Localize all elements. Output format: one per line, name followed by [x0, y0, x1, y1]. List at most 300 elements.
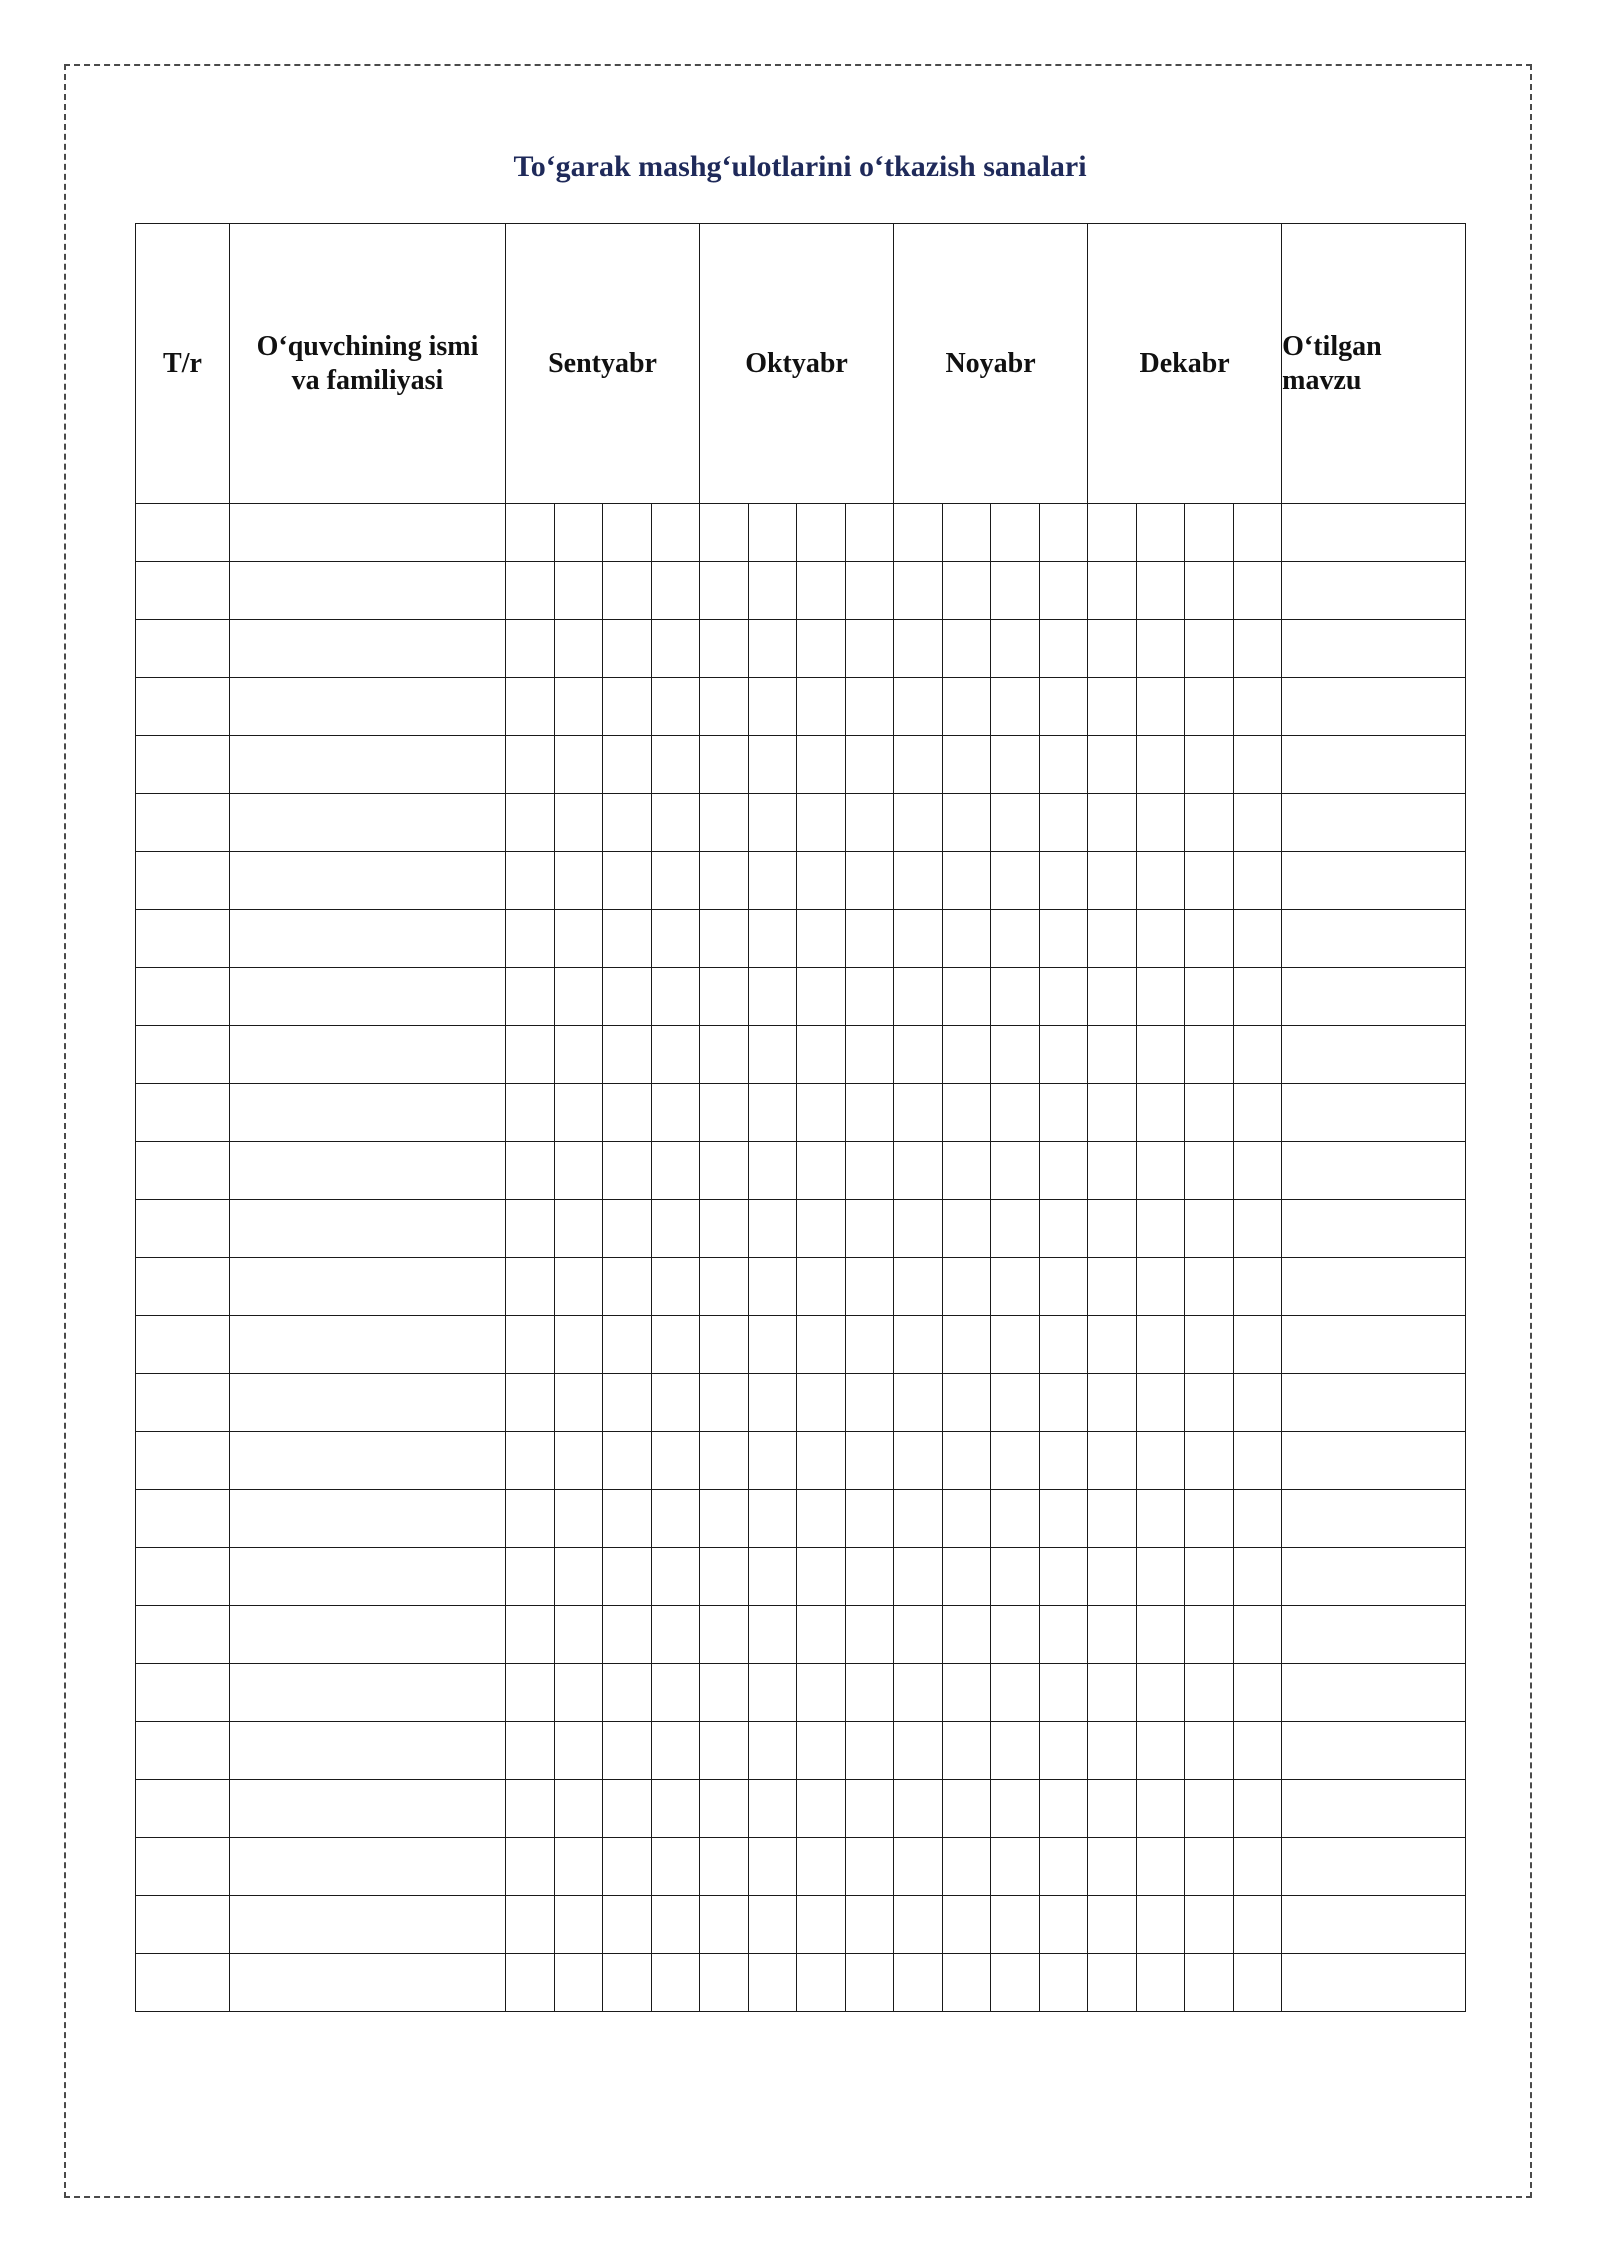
date-cell[interactable]	[894, 910, 943, 968]
date-cell[interactable]	[991, 1432, 1040, 1490]
date-cell[interactable]	[1088, 562, 1137, 620]
date-cell[interactable]	[991, 620, 1040, 678]
date-cell[interactable]	[603, 1722, 652, 1780]
number-cell[interactable]	[136, 1142, 230, 1200]
date-cell[interactable]	[797, 1026, 846, 1084]
date-cell[interactable]	[554, 678, 603, 736]
date-cell[interactable]	[797, 1316, 846, 1374]
date-cell[interactable]	[1039, 1606, 1088, 1664]
date-cell[interactable]	[845, 736, 894, 794]
date-cell[interactable]	[942, 1664, 991, 1722]
student-name-cell[interactable]	[230, 1896, 506, 1954]
topic-cell[interactable]	[1282, 1316, 1466, 1374]
student-name-cell[interactable]	[230, 620, 506, 678]
date-cell[interactable]	[1136, 794, 1185, 852]
date-cell[interactable]	[1088, 910, 1137, 968]
topic-cell[interactable]	[1282, 1200, 1466, 1258]
topic-cell[interactable]	[1282, 1606, 1466, 1664]
date-cell[interactable]	[797, 736, 846, 794]
date-cell[interactable]	[603, 1606, 652, 1664]
date-cell[interactable]	[1136, 910, 1185, 968]
date-cell[interactable]	[748, 504, 797, 562]
date-cell[interactable]	[700, 1374, 749, 1432]
date-cell[interactable]	[651, 1954, 700, 2012]
student-name-cell[interactable]	[230, 1490, 506, 1548]
date-cell[interactable]	[845, 1142, 894, 1200]
student-name-cell[interactable]	[230, 504, 506, 562]
date-cell[interactable]	[1233, 1258, 1282, 1316]
number-cell[interactable]	[136, 736, 230, 794]
number-cell[interactable]	[136, 1374, 230, 1432]
date-cell[interactable]	[603, 1780, 652, 1838]
student-name-cell[interactable]	[230, 1374, 506, 1432]
date-cell[interactable]	[991, 1954, 1040, 2012]
date-cell[interactable]	[1088, 1258, 1137, 1316]
number-cell[interactable]	[136, 1722, 230, 1780]
date-cell[interactable]	[1039, 1954, 1088, 2012]
date-cell[interactable]	[506, 504, 555, 562]
date-cell[interactable]	[651, 1548, 700, 1606]
date-cell[interactable]	[991, 736, 1040, 794]
date-cell[interactable]	[700, 910, 749, 968]
date-cell[interactable]	[1233, 1722, 1282, 1780]
date-cell[interactable]	[651, 852, 700, 910]
date-cell[interactable]	[894, 794, 943, 852]
date-cell[interactable]	[700, 504, 749, 562]
date-cell[interactable]	[797, 620, 846, 678]
student-name-cell[interactable]	[230, 1316, 506, 1374]
date-cell[interactable]	[1039, 1838, 1088, 1896]
date-cell[interactable]	[991, 1316, 1040, 1374]
date-cell[interactable]	[1039, 1258, 1088, 1316]
number-cell[interactable]	[136, 620, 230, 678]
date-cell[interactable]	[506, 1200, 555, 1258]
date-cell[interactable]	[748, 1722, 797, 1780]
date-cell[interactable]	[554, 1780, 603, 1838]
topic-cell[interactable]	[1282, 1258, 1466, 1316]
date-cell[interactable]	[1185, 1316, 1234, 1374]
date-cell[interactable]	[700, 562, 749, 620]
date-cell[interactable]	[506, 852, 555, 910]
date-cell[interactable]	[554, 504, 603, 562]
date-cell[interactable]	[748, 1838, 797, 1896]
date-cell[interactable]	[554, 620, 603, 678]
date-cell[interactable]	[894, 620, 943, 678]
date-cell[interactable]	[1039, 620, 1088, 678]
date-cell[interactable]	[603, 1838, 652, 1896]
date-cell[interactable]	[942, 1722, 991, 1780]
date-cell[interactable]	[845, 620, 894, 678]
date-cell[interactable]	[1039, 910, 1088, 968]
date-cell[interactable]	[1233, 1664, 1282, 1722]
date-cell[interactable]	[1039, 1490, 1088, 1548]
student-name-cell[interactable]	[230, 736, 506, 794]
date-cell[interactable]	[748, 1490, 797, 1548]
date-cell[interactable]	[651, 1374, 700, 1432]
topic-cell[interactable]	[1282, 562, 1466, 620]
number-cell[interactable]	[136, 910, 230, 968]
date-cell[interactable]	[845, 1490, 894, 1548]
date-cell[interactable]	[894, 1200, 943, 1258]
date-cell[interactable]	[1185, 1374, 1234, 1432]
date-cell[interactable]	[1088, 1490, 1137, 1548]
date-cell[interactable]	[1136, 1664, 1185, 1722]
date-cell[interactable]	[554, 1258, 603, 1316]
date-cell[interactable]	[894, 1838, 943, 1896]
date-cell[interactable]	[554, 1084, 603, 1142]
date-cell[interactable]	[700, 1432, 749, 1490]
date-cell[interactable]	[1233, 968, 1282, 1026]
student-name-cell[interactable]	[230, 852, 506, 910]
student-name-cell[interactable]	[230, 1432, 506, 1490]
date-cell[interactable]	[1185, 1954, 1234, 2012]
date-cell[interactable]	[748, 1142, 797, 1200]
date-cell[interactable]	[1088, 736, 1137, 794]
date-cell[interactable]	[991, 504, 1040, 562]
date-cell[interactable]	[1233, 1084, 1282, 1142]
date-cell[interactable]	[991, 1374, 1040, 1432]
date-cell[interactable]	[506, 1084, 555, 1142]
date-cell[interactable]	[506, 1606, 555, 1664]
date-cell[interactable]	[942, 1896, 991, 1954]
date-cell[interactable]	[1039, 1780, 1088, 1838]
date-cell[interactable]	[700, 620, 749, 678]
date-cell[interactable]	[700, 1490, 749, 1548]
date-cell[interactable]	[1136, 1548, 1185, 1606]
date-cell[interactable]	[894, 1084, 943, 1142]
date-cell[interactable]	[1185, 1664, 1234, 1722]
date-cell[interactable]	[845, 794, 894, 852]
date-cell[interactable]	[894, 1432, 943, 1490]
date-cell[interactable]	[1185, 562, 1234, 620]
date-cell[interactable]	[554, 1490, 603, 1548]
date-cell[interactable]	[845, 1548, 894, 1606]
date-cell[interactable]	[700, 1838, 749, 1896]
date-cell[interactable]	[554, 1722, 603, 1780]
date-cell[interactable]	[748, 1316, 797, 1374]
date-cell[interactable]	[1136, 620, 1185, 678]
number-cell[interactable]	[136, 1200, 230, 1258]
date-cell[interactable]	[748, 1896, 797, 1954]
student-name-cell[interactable]	[230, 1838, 506, 1896]
date-cell[interactable]	[991, 1142, 1040, 1200]
date-cell[interactable]	[942, 1490, 991, 1548]
date-cell[interactable]	[651, 620, 700, 678]
date-cell[interactable]	[991, 1200, 1040, 1258]
date-cell[interactable]	[845, 504, 894, 562]
date-cell[interactable]	[991, 1548, 1040, 1606]
date-cell[interactable]	[1185, 1026, 1234, 1084]
date-cell[interactable]	[651, 1084, 700, 1142]
date-cell[interactable]	[942, 1838, 991, 1896]
date-cell[interactable]	[554, 1896, 603, 1954]
date-cell[interactable]	[1136, 504, 1185, 562]
number-cell[interactable]	[136, 562, 230, 620]
date-cell[interactable]	[700, 1316, 749, 1374]
date-cell[interactable]	[748, 1258, 797, 1316]
date-cell[interactable]	[651, 1780, 700, 1838]
date-cell[interactable]	[1088, 678, 1137, 736]
date-cell[interactable]	[603, 1548, 652, 1606]
date-cell[interactable]	[991, 562, 1040, 620]
topic-cell[interactable]	[1282, 1896, 1466, 1954]
date-cell[interactable]	[748, 1780, 797, 1838]
date-cell[interactable]	[1136, 1722, 1185, 1780]
date-cell[interactable]	[894, 1606, 943, 1664]
date-cell[interactable]	[1088, 1548, 1137, 1606]
date-cell[interactable]	[506, 1142, 555, 1200]
date-cell[interactable]	[651, 1722, 700, 1780]
date-cell[interactable]	[603, 1664, 652, 1722]
topic-cell[interactable]	[1282, 1490, 1466, 1548]
date-cell[interactable]	[797, 910, 846, 968]
date-cell[interactable]	[506, 1548, 555, 1606]
date-cell[interactable]	[1039, 1432, 1088, 1490]
date-cell[interactable]	[845, 1954, 894, 2012]
date-cell[interactable]	[1088, 1142, 1137, 1200]
date-cell[interactable]	[603, 1896, 652, 1954]
date-cell[interactable]	[797, 1490, 846, 1548]
topic-cell[interactable]	[1282, 968, 1466, 1026]
date-cell[interactable]	[1088, 968, 1137, 1026]
date-cell[interactable]	[506, 620, 555, 678]
date-cell[interactable]	[506, 1258, 555, 1316]
date-cell[interactable]	[748, 968, 797, 1026]
date-cell[interactable]	[506, 736, 555, 794]
date-cell[interactable]	[991, 968, 1040, 1026]
date-cell[interactable]	[1185, 1258, 1234, 1316]
date-cell[interactable]	[1233, 1780, 1282, 1838]
date-cell[interactable]	[942, 794, 991, 852]
date-cell[interactable]	[748, 910, 797, 968]
date-cell[interactable]	[748, 1954, 797, 2012]
date-cell[interactable]	[1088, 1664, 1137, 1722]
date-cell[interactable]	[942, 1316, 991, 1374]
topic-cell[interactable]	[1282, 1954, 1466, 2012]
date-cell[interactable]	[700, 1722, 749, 1780]
date-cell[interactable]	[797, 1374, 846, 1432]
topic-cell[interactable]	[1282, 1838, 1466, 1896]
date-cell[interactable]	[1233, 504, 1282, 562]
date-cell[interactable]	[1088, 1374, 1137, 1432]
date-cell[interactable]	[845, 1896, 894, 1954]
date-cell[interactable]	[845, 1374, 894, 1432]
topic-cell[interactable]	[1282, 1026, 1466, 1084]
topic-cell[interactable]	[1282, 1780, 1466, 1838]
topic-cell[interactable]	[1282, 910, 1466, 968]
date-cell[interactable]	[603, 794, 652, 852]
date-cell[interactable]	[991, 678, 1040, 736]
topic-cell[interactable]	[1282, 1664, 1466, 1722]
date-cell[interactable]	[554, 1432, 603, 1490]
date-cell[interactable]	[554, 736, 603, 794]
date-cell[interactable]	[651, 1142, 700, 1200]
student-name-cell[interactable]	[230, 1606, 506, 1664]
date-cell[interactable]	[1136, 1606, 1185, 1664]
date-cell[interactable]	[1136, 562, 1185, 620]
date-cell[interactable]	[845, 678, 894, 736]
date-cell[interactable]	[1233, 678, 1282, 736]
date-cell[interactable]	[1039, 562, 1088, 620]
date-cell[interactable]	[1136, 1026, 1185, 1084]
date-cell[interactable]	[894, 968, 943, 1026]
date-cell[interactable]	[942, 852, 991, 910]
date-cell[interactable]	[894, 736, 943, 794]
date-cell[interactable]	[845, 1084, 894, 1142]
date-cell[interactable]	[700, 968, 749, 1026]
student-name-cell[interactable]	[230, 1084, 506, 1142]
date-cell[interactable]	[651, 1316, 700, 1374]
date-cell[interactable]	[506, 1026, 555, 1084]
date-cell[interactable]	[894, 1722, 943, 1780]
date-cell[interactable]	[700, 736, 749, 794]
date-cell[interactable]	[991, 1258, 1040, 1316]
date-cell[interactable]	[1039, 1664, 1088, 1722]
date-cell[interactable]	[942, 678, 991, 736]
date-cell[interactable]	[651, 1664, 700, 1722]
date-cell[interactable]	[797, 1200, 846, 1258]
date-cell[interactable]	[554, 1954, 603, 2012]
topic-cell[interactable]	[1282, 1374, 1466, 1432]
date-cell[interactable]	[942, 1026, 991, 1084]
date-cell[interactable]	[991, 1722, 1040, 1780]
number-cell[interactable]	[136, 1026, 230, 1084]
date-cell[interactable]	[1233, 1374, 1282, 1432]
date-cell[interactable]	[748, 1664, 797, 1722]
date-cell[interactable]	[603, 620, 652, 678]
date-cell[interactable]	[894, 1026, 943, 1084]
number-cell[interactable]	[136, 1490, 230, 1548]
date-cell[interactable]	[651, 678, 700, 736]
date-cell[interactable]	[1233, 736, 1282, 794]
date-cell[interactable]	[894, 1490, 943, 1548]
date-cell[interactable]	[1185, 1722, 1234, 1780]
date-cell[interactable]	[1088, 794, 1137, 852]
topic-cell[interactable]	[1282, 1548, 1466, 1606]
date-cell[interactable]	[700, 1026, 749, 1084]
date-cell[interactable]	[1039, 736, 1088, 794]
student-name-cell[interactable]	[230, 678, 506, 736]
date-cell[interactable]	[554, 794, 603, 852]
date-cell[interactable]	[506, 1664, 555, 1722]
date-cell[interactable]	[554, 910, 603, 968]
date-cell[interactable]	[1136, 852, 1185, 910]
date-cell[interactable]	[748, 1374, 797, 1432]
date-cell[interactable]	[1039, 968, 1088, 1026]
date-cell[interactable]	[942, 1084, 991, 1142]
number-cell[interactable]	[136, 968, 230, 1026]
date-cell[interactable]	[748, 1606, 797, 1664]
date-cell[interactable]	[700, 794, 749, 852]
date-cell[interactable]	[1185, 620, 1234, 678]
date-cell[interactable]	[700, 1780, 749, 1838]
date-cell[interactable]	[748, 1548, 797, 1606]
date-cell[interactable]	[894, 562, 943, 620]
date-cell[interactable]	[506, 910, 555, 968]
date-cell[interactable]	[748, 852, 797, 910]
date-cell[interactable]	[894, 1316, 943, 1374]
topic-cell[interactable]	[1282, 1142, 1466, 1200]
number-cell[interactable]	[136, 1316, 230, 1374]
date-cell[interactable]	[894, 852, 943, 910]
date-cell[interactable]	[554, 968, 603, 1026]
date-cell[interactable]	[1185, 852, 1234, 910]
number-cell[interactable]	[136, 1084, 230, 1142]
date-cell[interactable]	[506, 1316, 555, 1374]
date-cell[interactable]	[845, 1432, 894, 1490]
date-cell[interactable]	[748, 678, 797, 736]
date-cell[interactable]	[942, 1548, 991, 1606]
date-cell[interactable]	[651, 1838, 700, 1896]
student-name-cell[interactable]	[230, 910, 506, 968]
date-cell[interactable]	[1039, 1374, 1088, 1432]
date-cell[interactable]	[942, 1954, 991, 2012]
date-cell[interactable]	[651, 562, 700, 620]
date-cell[interactable]	[894, 1664, 943, 1722]
number-cell[interactable]	[136, 504, 230, 562]
date-cell[interactable]	[991, 1026, 1040, 1084]
date-cell[interactable]	[942, 1142, 991, 1200]
date-cell[interactable]	[797, 504, 846, 562]
date-cell[interactable]	[894, 1954, 943, 2012]
date-cell[interactable]	[797, 1780, 846, 1838]
date-cell[interactable]	[942, 620, 991, 678]
date-cell[interactable]	[1136, 1084, 1185, 1142]
date-cell[interactable]	[942, 562, 991, 620]
date-cell[interactable]	[845, 910, 894, 968]
date-cell[interactable]	[603, 1316, 652, 1374]
date-cell[interactable]	[1185, 1432, 1234, 1490]
date-cell[interactable]	[845, 1780, 894, 1838]
number-cell[interactable]	[136, 1838, 230, 1896]
date-cell[interactable]	[603, 562, 652, 620]
date-cell[interactable]	[1233, 910, 1282, 968]
date-cell[interactable]	[748, 736, 797, 794]
date-cell[interactable]	[1039, 1316, 1088, 1374]
date-cell[interactable]	[651, 736, 700, 794]
date-cell[interactable]	[603, 678, 652, 736]
student-name-cell[interactable]	[230, 1142, 506, 1200]
date-cell[interactable]	[797, 968, 846, 1026]
date-cell[interactable]	[1136, 1780, 1185, 1838]
date-cell[interactable]	[797, 562, 846, 620]
date-cell[interactable]	[1136, 968, 1185, 1026]
number-cell[interactable]	[136, 1664, 230, 1722]
date-cell[interactable]	[748, 562, 797, 620]
date-cell[interactable]	[894, 678, 943, 736]
date-cell[interactable]	[894, 1258, 943, 1316]
date-cell[interactable]	[651, 1490, 700, 1548]
date-cell[interactable]	[506, 1722, 555, 1780]
date-cell[interactable]	[651, 794, 700, 852]
date-cell[interactable]	[797, 1896, 846, 1954]
date-cell[interactable]	[554, 1026, 603, 1084]
date-cell[interactable]	[845, 1026, 894, 1084]
date-cell[interactable]	[1185, 1780, 1234, 1838]
date-cell[interactable]	[1039, 1142, 1088, 1200]
date-cell[interactable]	[991, 1664, 1040, 1722]
date-cell[interactable]	[651, 1258, 700, 1316]
date-cell[interactable]	[1088, 620, 1137, 678]
date-cell[interactable]	[797, 1432, 846, 1490]
student-name-cell[interactable]	[230, 1200, 506, 1258]
date-cell[interactable]	[748, 620, 797, 678]
date-cell[interactable]	[506, 794, 555, 852]
date-cell[interactable]	[1185, 1084, 1234, 1142]
date-cell[interactable]	[1088, 1606, 1137, 1664]
date-cell[interactable]	[700, 1548, 749, 1606]
date-cell[interactable]	[894, 1780, 943, 1838]
